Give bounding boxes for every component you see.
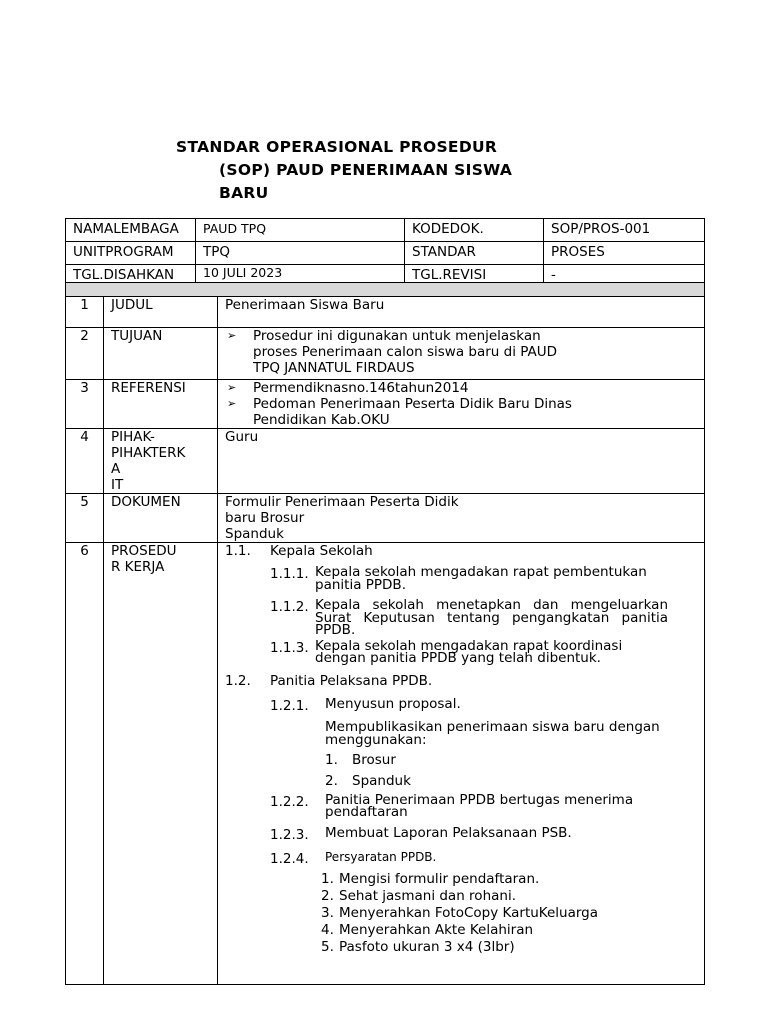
step-text: Membuat Laporan Pelaksanaan PSB. <box>325 824 572 841</box>
info-value: 10 JULI 2023 <box>196 265 405 288</box>
table-row <box>66 494 705 543</box>
requirement-item <box>321 939 704 955</box>
bullet-item <box>225 328 704 376</box>
requirement-number: 1. <box>321 870 334 887</box>
requirement-item <box>321 905 704 921</box>
media-text: Brosur <box>352 751 396 768</box>
label-line: R KERJA <box>111 559 165 575</box>
requirement-text: Mengisi formulir pendaftaran. <box>339 870 540 887</box>
table-row <box>66 328 705 380</box>
info-value: - <box>544 265 705 288</box>
media-number: 1. <box>325 751 338 768</box>
info-value: TPQ <box>196 242 405 265</box>
referensi-item: Permendiknasno.146tahun2014 <box>253 380 469 396</box>
step-item <box>270 599 704 637</box>
info-label: TGL.REVISI <box>405 265 544 288</box>
info-row <box>66 242 705 265</box>
referensi-item: Pendidikan Kab.OKU <box>253 412 390 428</box>
requirement-item <box>321 922 704 938</box>
step-number: 1.1.1. <box>270 566 309 582</box>
info-row <box>66 219 705 242</box>
requirement-text: Sehat jasmani dan rohani. <box>339 887 516 904</box>
requirement-number: 2. <box>321 887 334 904</box>
step-number: 1.1.2. <box>270 599 309 615</box>
section-heading <box>225 543 704 559</box>
media-number: 2. <box>325 772 338 789</box>
document-title <box>176 136 512 205</box>
step-text: Kepala sekolah mengadakan rapat pembentukan panitia PPDB. <box>315 564 647 593</box>
arrow-bullet-icon: ➢ <box>227 397 237 410</box>
requirement-text: Menyerahkan Akte Kelahiran <box>339 921 534 938</box>
row-label <box>104 429 218 494</box>
step-number: 1.2.4. <box>270 850 309 867</box>
row-label: DOKUMEN <box>104 494 218 543</box>
row-label: TUJUAN <box>104 328 218 380</box>
row-number: 1 <box>66 297 104 328</box>
tujuan-line: proses Penerimaan calon siswa baru di PAUD <box>253 344 558 360</box>
row-value <box>218 494 705 543</box>
label-line: PROSEDU <box>111 543 177 559</box>
requirement-number: 4. <box>321 921 334 938</box>
sop-table <box>65 282 705 985</box>
row-label: JUDUL <box>104 297 218 328</box>
label-line: PIHAK- <box>111 429 155 445</box>
section-number: 1.2. <box>225 672 251 689</box>
bullet-item <box>225 380 704 396</box>
info-label: KODEDOK. <box>405 219 544 242</box>
table-row <box>66 297 705 328</box>
step-text: Menyusun proposal. <box>325 695 461 712</box>
label-line: IT <box>111 477 124 493</box>
row-number: 4 <box>66 429 104 494</box>
info-label: NAMALEMBAGA <box>66 219 196 242</box>
requirement-number: 3. <box>321 904 334 921</box>
section-heading <box>225 673 704 689</box>
dokumen-line: Spanduk <box>225 526 284 542</box>
step-number: 1.1.3. <box>270 639 309 656</box>
media-text: Spanduk <box>352 772 411 789</box>
step-text: Persyaratan PPDB. <box>325 849 437 864</box>
title-line-1: STANDAR OPERASIONAL PROSEDUR <box>176 138 498 156</box>
section-title: Panitia Pelaksana PPDB. <box>270 672 433 689</box>
shaded-separator-row <box>66 283 705 297</box>
label-line: PIHAKTERK <box>111 445 186 461</box>
row-number: 6 <box>66 543 104 985</box>
step-number: 1.2.3. <box>270 826 309 843</box>
info-value: PROSES <box>544 242 705 265</box>
step-number: 1.2.2. <box>270 793 309 810</box>
step-text: Kepala sekolah menetapkan dan mengeluarkan Surat Keputusan tentang pengangkatan panitia PPDB. <box>315 597 669 638</box>
step-text: Kepala sekolah mengadakan rapat koordinasi dengan panitia PPDB yang telah dibentuk. <box>315 637 623 666</box>
bullet-item <box>225 396 704 428</box>
row-value <box>218 543 705 985</box>
tujuan-line: TPQ JANNATUL FIRDAUS <box>253 360 415 376</box>
dokumen-line: Formulir Penerimaan Peserta Didik <box>225 494 459 510</box>
referensi-item: Pedoman Penerimaan Peserta Didik Baru Dinas <box>253 396 572 412</box>
row-value: Penerimaan Siswa Baru <box>218 297 705 328</box>
table-row <box>66 429 705 494</box>
requirement-text: Pasfoto ukuran 3 x4 (3lbr) <box>339 938 515 955</box>
step-item <box>270 695 704 714</box>
label-line: A <box>111 461 121 477</box>
publikasi-text: Mempublikasikan penerimaan siswa baru dengan menggunakan: <box>325 718 660 748</box>
arrow-bullet-icon: ➢ <box>227 329 237 342</box>
table-row <box>66 380 705 429</box>
info-table <box>65 218 705 288</box>
step-item <box>270 824 704 843</box>
media-item <box>325 773 704 789</box>
step-item <box>270 637 704 666</box>
requirement-item <box>321 888 704 904</box>
section-number: 1.1. <box>225 543 251 559</box>
dokumen-line: baru Brosur <box>225 510 305 526</box>
section-title: Kepala Sekolah <box>270 543 373 559</box>
row-value <box>218 328 705 380</box>
row-label: REFERENSI <box>104 380 218 429</box>
row-value: Guru <box>218 429 705 494</box>
media-item <box>325 752 704 768</box>
tujuan-line: Prosedur ini digunakan untuk menjelaskan <box>253 328 541 344</box>
step-item <box>270 851 704 867</box>
title-line-3: BARU <box>219 184 269 202</box>
info-value: PAUD TPQ <box>196 219 405 242</box>
info-label: TGL.DISAHKAN <box>66 265 196 288</box>
table-row <box>66 543 705 985</box>
requirement-item <box>321 871 704 887</box>
row-number: 5 <box>66 494 104 543</box>
info-label: UNITPROGRAM <box>66 242 196 265</box>
info-label: STANDAR <box>405 242 544 265</box>
title-line-2: (SOP) PAUD PENERIMAAN SISWA <box>219 161 513 179</box>
info-value: SOP/PROS-001 <box>544 219 705 242</box>
requirement-text: Menyerahkan FotoCopy KartuKeluarga <box>339 904 599 921</box>
arrow-bullet-icon: ➢ <box>227 381 237 394</box>
requirement-number: 5. <box>321 938 334 955</box>
row-label <box>104 543 218 985</box>
step-item <box>270 791 704 820</box>
row-number: 3 <box>66 380 104 429</box>
step-item <box>270 566 704 591</box>
step-number: 1.2.1. <box>270 697 309 714</box>
row-number: 2 <box>66 328 104 380</box>
row-value <box>218 380 705 429</box>
step-text: Panitia Penerimaan PPDB bertugas menerima pendaftaran <box>325 791 634 820</box>
